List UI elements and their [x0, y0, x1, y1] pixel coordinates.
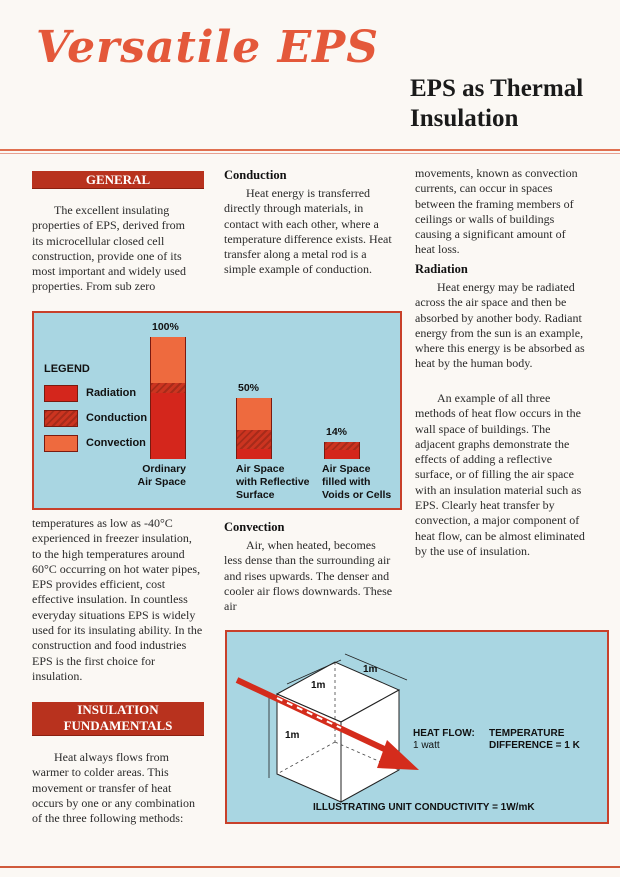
dimension-label-side: 1m	[311, 680, 326, 691]
convection-heading: Convection	[224, 520, 285, 534]
bar-segment-radiation	[150, 393, 186, 459]
radiation-heading: Radiation	[415, 262, 468, 276]
header-divider-thin	[0, 153, 620, 154]
general-paragraph-top: The excellent insulating properties of EPS, derived from its microcellular closed cell construction, provide one of its most important and widely used properties. From sub zero	[32, 203, 186, 294]
dimension-label-front: 1m	[285, 730, 300, 741]
fundamentals-heading-line2: FUNDAMENTALS	[63, 718, 173, 733]
legend-swatch-conduction	[44, 410, 78, 427]
legend-label-convection: Convection	[86, 437, 146, 449]
general-paragraph-bottom: temperatures as low as -40°C experienced in freezer insulation, to the high temperatures around 60°C occurring on hot water pipes, EPS provides efficient, cost effective insulation. In countless everyday situations EPS is widely used for its insulating ability. In the construction and food industries EPS is the first choice for insulation.	[32, 516, 203, 683]
brand-logo: Versatile EPS	[36, 22, 380, 73]
heat-flow-label	[413, 728, 475, 752]
bar-segment-radiation	[236, 449, 272, 459]
legend-label-radiation: Radiation	[86, 387, 137, 399]
fundamentals-heading	[32, 702, 204, 736]
bar-total-label: 14%	[326, 425, 348, 438]
bar-segment-conduction	[150, 383, 186, 393]
convection-continued-paragraph: movements, known as convection currents, can occur in spaces between the framing members of ceilings or walls of buildings causing a significant amount of heat loss.	[415, 166, 578, 257]
category-label: Air Space filled with Voids or Cells	[322, 463, 392, 501]
category-label: Ordinary Air Space	[137, 463, 186, 488]
temperature-value: DIFFERENCE = 1 K	[489, 740, 580, 751]
example-paragraph: An example of all three methods of heat flow occurs in the wall space of buildings. The adjacent graphs demonstrate the effects of adding a reflective surface, or of filling the air space with an insulation material such as EPS. Clearly heat transfer by convection, a major component of heat flow, can be almost eliminated by the use of insulation.	[415, 391, 585, 558]
heat-loss-chart	[32, 311, 402, 510]
footer-divider	[0, 866, 620, 868]
category-label: Air Space with Reflective Surface	[236, 463, 310, 501]
general-heading: GENERAL	[32, 171, 204, 189]
page-title: EPS as Thermal Insulation	[410, 75, 584, 132]
cube-drawing	[227, 632, 607, 822]
bar-segment-conduction	[324, 442, 360, 451]
bar-segment-radiation	[324, 450, 360, 459]
diagram-caption: ILLUSTRATING UNIT CONDUCTIVITY = 1W/mK	[313, 802, 535, 813]
conduction-heading: Conduction	[224, 168, 287, 182]
bar-total-label: 50%	[238, 382, 260, 394]
radiation-paragraph: Heat energy may be radiated across the air space and then be absorbed by another body. Radiant energy from the sun is an example, where this energy is be absorbed as heat by the human body.	[415, 280, 585, 371]
legend-swatch-convection	[44, 435, 78, 452]
conduction-paragraph: Heat energy is transferred directly through materials, in contact with each other, where a temperature difference exists. Heat transfer along a metal rod is a simple example of conduction.	[224, 186, 392, 277]
bar-segment-convection	[236, 398, 272, 430]
legend-label-conduction: Conduction	[86, 412, 148, 424]
fundamentals-paragraph: Heat always flows from warmer to colder areas. This movement or transfer of heat occurs by one or any combination of the three following methods:	[32, 750, 195, 826]
header-divider	[0, 149, 620, 151]
temperature-difference-label	[489, 728, 580, 752]
heat-flow-title: HEAT FLOW:	[413, 728, 475, 739]
dimension-label-top: 1m	[363, 664, 378, 675]
convection-paragraph: Air, when heated, becomes less dense than the surrounding air and rises upwards. The denser and cooler air flows downwards. These air	[224, 538, 393, 614]
legend-title: LEGEND	[44, 363, 90, 375]
bar-total-label: 100%	[152, 321, 179, 333]
temperature-title: TEMPERATURE	[489, 728, 565, 739]
heat-flow-value: 1 watt	[413, 740, 440, 751]
bar-segment-convection	[150, 337, 186, 383]
legend-swatch-radiation	[44, 385, 78, 402]
fundamentals-heading-line1: INSULATION	[77, 702, 159, 717]
bar-segment-conduction	[236, 430, 272, 450]
conductivity-diagram	[225, 630, 609, 824]
